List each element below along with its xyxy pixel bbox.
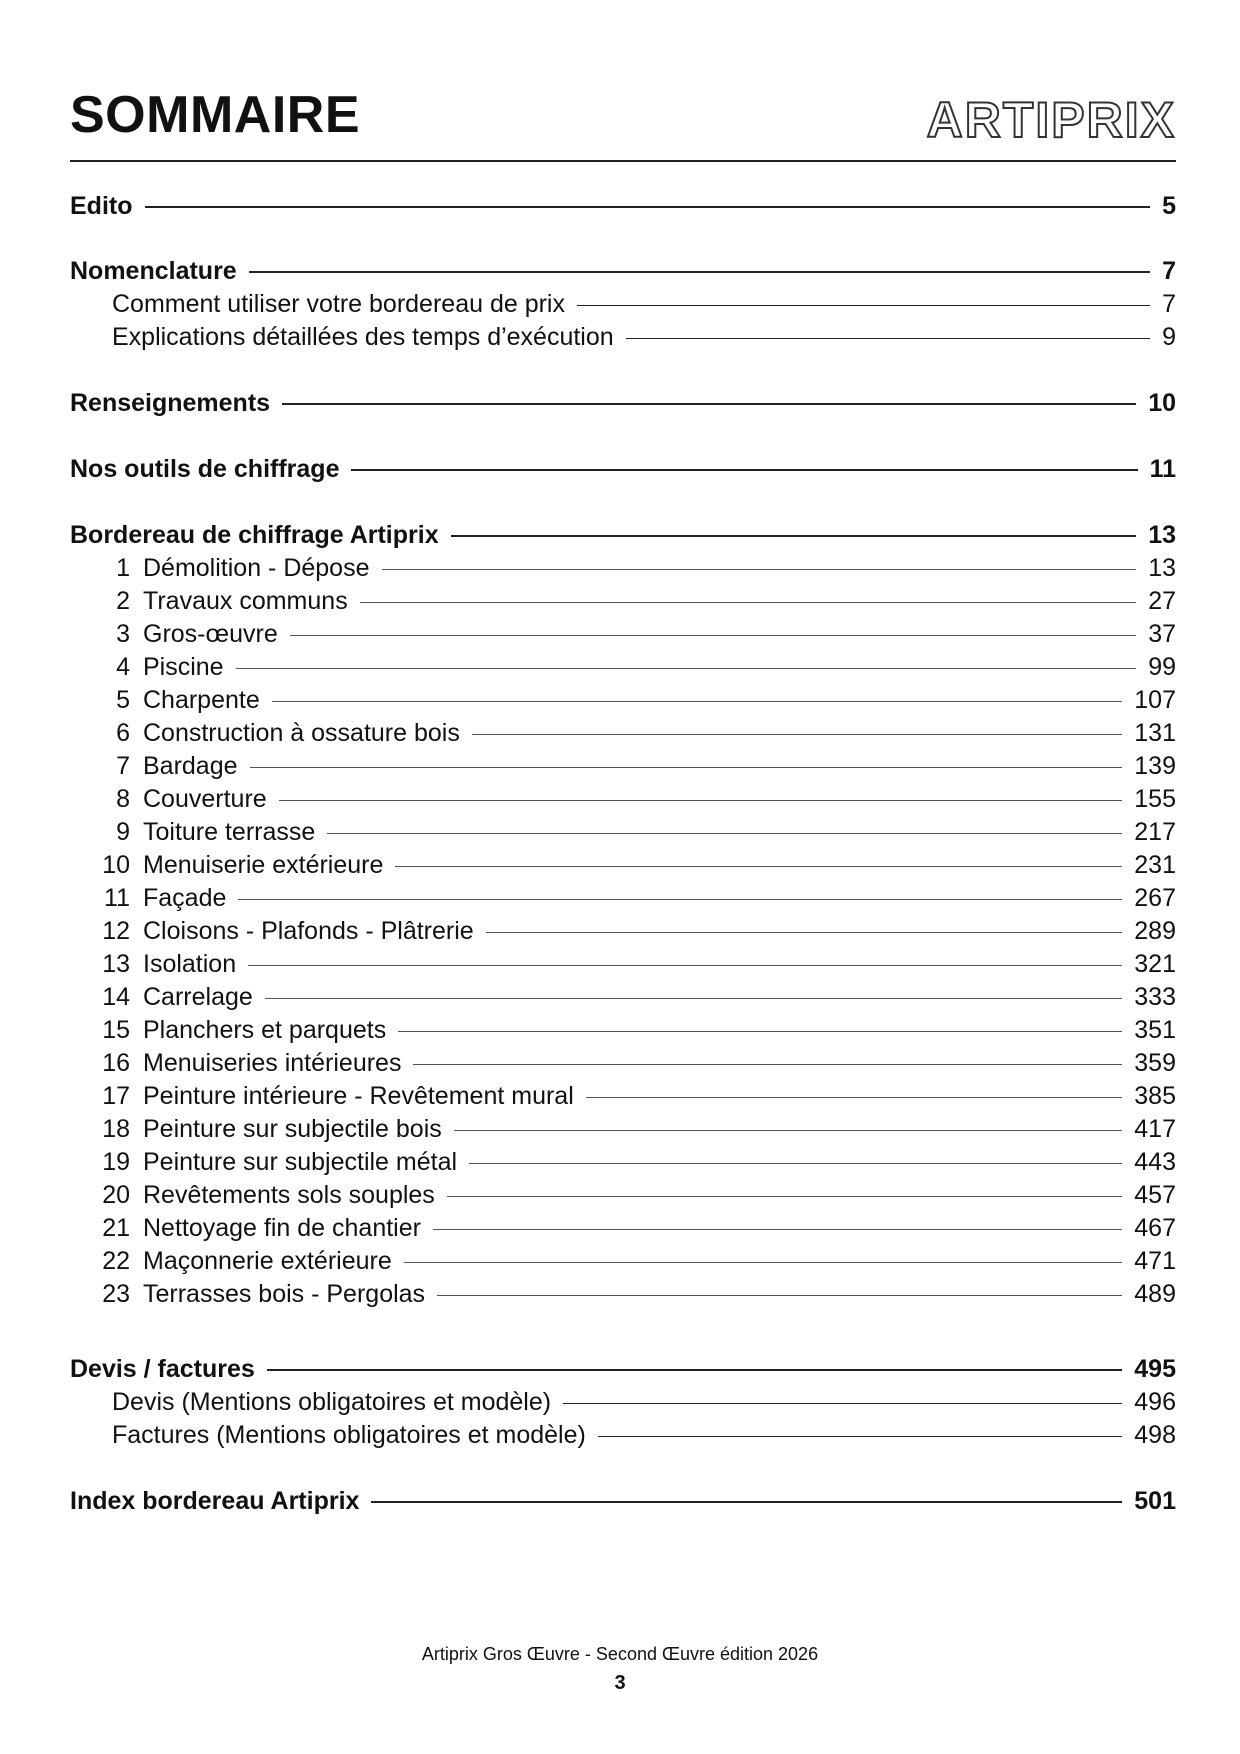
chapter-label: Terrasses bois - Pergolas <box>143 1280 426 1308</box>
chapter-number: 4 <box>116 653 130 681</box>
toc-chapter-title <box>70 617 278 651</box>
leader-line <box>282 403 1136 405</box>
toc-entry-label: Nos outils de chiffrage <box>70 455 340 483</box>
leader-line <box>577 305 1150 306</box>
chapter-page: 13 <box>1148 554 1176 582</box>
toc-chapter-entry[interactable] <box>70 1145 1176 1179</box>
chapter-number: 1 <box>116 554 130 582</box>
leader-line <box>238 899 1122 900</box>
leader-line <box>360 602 1137 603</box>
toc-chapter-title <box>70 1145 457 1179</box>
toc-chapter-title <box>70 947 236 981</box>
chapter-number: 3 <box>116 620 130 648</box>
toc-chapter-entry[interactable] <box>70 1211 1176 1245</box>
toc-subentry[interactable] <box>70 1418 1176 1452</box>
chapter-number: 21 <box>102 1214 130 1242</box>
chapter-number: 8 <box>116 785 130 813</box>
leader-line <box>290 635 1136 636</box>
chapter-page: 457 <box>1134 1181 1176 1209</box>
toc-entry-bordereau[interactable] <box>70 518 1176 552</box>
toc-chapter-title <box>70 1244 392 1278</box>
toc-chapter-title <box>70 749 238 783</box>
leader-line <box>145 206 1151 208</box>
chapter-label: Planchers et parquets <box>143 1016 387 1044</box>
toc-chapter-entry[interactable] <box>70 914 1176 948</box>
leader-line <box>563 1403 1122 1404</box>
toc-chapter-title <box>70 980 253 1014</box>
toc-chapter-entry[interactable] <box>70 1277 1176 1311</box>
chapter-label: Isolation <box>143 950 237 978</box>
toc-chapter-entry[interactable] <box>70 683 1176 717</box>
chapter-page: 443 <box>1134 1148 1176 1176</box>
chapter-label: Construction à ossature bois <box>143 719 460 747</box>
toc-chapter-title <box>70 1178 435 1212</box>
leader-line <box>236 668 1137 669</box>
toc-chapter-entry[interactable] <box>70 848 1176 882</box>
leader-line <box>472 734 1122 735</box>
leader-line <box>437 1295 1122 1296</box>
chapter-number: 12 <box>102 917 130 945</box>
toc-chapter-entry[interactable] <box>70 1079 1176 1113</box>
chapter-label: Gros-œuvre <box>143 620 278 648</box>
toc-chapter-entry[interactable] <box>70 551 1176 585</box>
toc-chapter-title <box>70 881 226 915</box>
chapter-page: 471 <box>1134 1247 1176 1275</box>
leader-line <box>267 1369 1122 1371</box>
chapter-number: 11 <box>104 884 130 912</box>
leader-line <box>272 701 1123 702</box>
toc-entry-page: 5 <box>1162 192 1176 220</box>
chapter-number: 10 <box>102 851 130 879</box>
chapter-page: 467 <box>1134 1214 1176 1242</box>
toc-chapter-entry[interactable] <box>70 1178 1176 1212</box>
chapter-label: Maçonnerie extérieure <box>143 1247 392 1275</box>
leader-line <box>250 767 1123 768</box>
leader-line <box>486 932 1123 933</box>
toc-entry-label: Renseignements <box>70 389 271 417</box>
chapter-page: 37 <box>1148 620 1176 648</box>
toc-chapter-entry[interactable] <box>70 1013 1176 1047</box>
chapter-label: Démolition - Dépose <box>143 554 370 582</box>
chapter-number: 14 <box>102 983 130 1011</box>
toc-chapter-entry[interactable] <box>70 650 1176 684</box>
toc-chapter-entry[interactable] <box>70 782 1176 816</box>
chapter-number: 6 <box>116 719 130 747</box>
toc-chapter-entry[interactable] <box>70 947 1176 981</box>
toc-subentry[interactable] <box>70 1385 1176 1419</box>
chapter-number: 2 <box>116 587 130 615</box>
toc-subentry[interactable] <box>70 287 1176 321</box>
toc-chapter-title <box>70 716 460 750</box>
brand-logo: ARTIPRIX <box>926 92 1176 148</box>
toc-entry-page: 13 <box>1148 521 1176 549</box>
chapter-page: 155 <box>1134 785 1176 813</box>
chapter-label: Revêtements sols souples <box>143 1181 435 1209</box>
leader-line <box>279 800 1123 801</box>
edition-text: Artiprix Gros Œuvre - Second Œuvre édition 2026 <box>421 1644 819 1664</box>
leader-line <box>404 1262 1123 1263</box>
toc-entry-page: 498 <box>1134 1421 1176 1449</box>
chapter-label: Couverture <box>143 785 267 813</box>
toc-entry-page: 501 <box>1134 1487 1176 1515</box>
chapter-page: 139 <box>1134 752 1176 780</box>
toc-subentry[interactable] <box>70 320 1176 354</box>
toc-entry-label: Edito <box>70 192 133 220</box>
toc-chapter-entry[interactable] <box>70 1046 1176 1080</box>
chapter-label: Charpente <box>143 686 260 714</box>
toc-chapter-title <box>70 1277 425 1311</box>
leader-line <box>265 998 1123 999</box>
leader-line <box>454 1130 1123 1131</box>
toc-chapter-title <box>70 848 383 882</box>
chapter-number: 13 <box>102 950 130 978</box>
chapter-page: 107 <box>1134 686 1176 714</box>
toc-chapter-title <box>70 914 474 948</box>
leader-line <box>395 866 1122 867</box>
toc-entry-label: Nomenclature <box>70 257 237 285</box>
leader-line <box>433 1229 1122 1230</box>
chapter-page: 321 <box>1134 950 1176 978</box>
chapter-label: Peinture sur subjectile bois <box>143 1115 442 1143</box>
toc-chapter-entry[interactable] <box>70 1244 1176 1278</box>
chapter-number: 15 <box>102 1016 130 1044</box>
chapter-page: 267 <box>1134 884 1176 912</box>
toc-entry-page: 7 <box>1162 290 1176 318</box>
toc-chapter-entry[interactable] <box>70 815 1176 849</box>
toc-entry-page: 9 <box>1162 323 1176 351</box>
toc-chapter-entry[interactable] <box>70 749 1176 783</box>
chapter-page: 489 <box>1134 1280 1176 1308</box>
chapter-page: 385 <box>1134 1082 1176 1110</box>
page-title: SOMMAIRE <box>70 86 360 144</box>
chapter-page: 131 <box>1134 719 1176 747</box>
leader-line <box>248 965 1122 966</box>
toc-entry-label: Factures (Mentions obligatoires et modèle) <box>112 1421 586 1449</box>
toc-entry-edito[interactable] <box>70 189 1176 223</box>
toc-chapter-title <box>70 1112 442 1146</box>
chapter-page: 99 <box>1148 653 1176 681</box>
chapter-page: 231 <box>1134 851 1176 879</box>
chapter-page: 351 <box>1134 1016 1176 1044</box>
chapter-label: Piscine <box>143 653 224 681</box>
toc-chapter-title <box>70 1079 574 1113</box>
chapter-number: 20 <box>102 1181 130 1209</box>
toc-chapter-entry[interactable] <box>70 1112 1176 1146</box>
chapter-number: 23 <box>102 1280 130 1308</box>
toc-chapter-title <box>70 815 315 849</box>
chapter-number: 22 <box>102 1247 130 1275</box>
toc-chapter-entry[interactable] <box>70 617 1176 651</box>
toc-entry-label: Bordereau de chiffrage Artiprix <box>70 521 439 549</box>
leader-line <box>447 1196 1122 1197</box>
chapter-label: Travaux communs <box>143 587 348 615</box>
toc-entry-page: 495 <box>1134 1355 1176 1383</box>
toc-entry-page: 7 <box>1162 257 1176 285</box>
toc-entry-page: 496 <box>1134 1388 1176 1416</box>
leader-line <box>469 1163 1122 1164</box>
chapter-number: 18 <box>102 1115 130 1143</box>
leader-line <box>598 1436 1122 1437</box>
header-divider <box>70 160 1176 162</box>
leader-line <box>249 271 1150 273</box>
chapter-number: 9 <box>116 818 130 846</box>
toc-entry-devis[interactable] <box>70 1352 1176 1386</box>
leader-line <box>586 1097 1123 1098</box>
chapter-page: 289 <box>1134 917 1176 945</box>
chapter-label: Peinture sur subjectile métal <box>143 1148 458 1176</box>
toc-chapter-title <box>70 782 267 816</box>
toc-chapter-title <box>70 1211 421 1245</box>
toc-chapter-entry[interactable] <box>70 980 1176 1014</box>
leader-line <box>451 535 1137 537</box>
toc-entry-label: Index bordereau Artiprix <box>70 1487 360 1515</box>
chapter-page: 359 <box>1134 1049 1176 1077</box>
toc-chapter-title <box>70 1013 386 1047</box>
chapter-label: Façade <box>143 884 227 912</box>
toc-chapter-title <box>70 650 224 684</box>
chapter-number: 19 <box>102 1148 130 1176</box>
toc-entry-label: Explications détaillées des temps d’exécution <box>112 323 614 351</box>
chapter-page: 333 <box>1134 983 1176 1011</box>
chapter-label: Toiture terrasse <box>143 818 316 846</box>
chapter-number: 17 <box>102 1082 130 1110</box>
chapter-number: 7 <box>116 752 130 780</box>
toc-entry-outils[interactable] <box>70 452 1176 486</box>
chapter-label: Cloisons - Plafonds - Plâtrerie <box>143 917 474 945</box>
toc-entry-index[interactable] <box>70 1484 1176 1518</box>
toc-entry-label: Comment utiliser votre bordereau de prix <box>112 290 565 318</box>
toc-entry-page: 10 <box>1148 389 1176 417</box>
leader-line <box>371 1501 1122 1503</box>
chapter-label: Menuiserie extérieure <box>143 851 384 879</box>
leader-line <box>351 469 1137 471</box>
chapter-page: 417 <box>1134 1115 1176 1143</box>
leader-line <box>398 1031 1122 1032</box>
chapter-label: Bardage <box>143 752 238 780</box>
leader-line <box>413 1064 1122 1065</box>
chapter-label: Peinture intérieure - Revêtement mural <box>143 1082 574 1110</box>
toc-chapter-title <box>70 683 260 717</box>
chapter-page: 217 <box>1134 818 1176 846</box>
toc-entry-label: Devis / factures <box>70 1355 255 1383</box>
chapter-label: Menuiseries intérieures <box>143 1049 402 1077</box>
toc-chapter-entry[interactable] <box>70 584 1176 618</box>
chapter-number: 5 <box>116 686 130 714</box>
toc-entry-label: Devis (Mentions obligatoires et modèle) <box>112 1388 552 1416</box>
toc-chapter-entry[interactable] <box>70 716 1176 750</box>
toc-chapter-title <box>70 584 348 618</box>
leader-line <box>327 833 1122 834</box>
chapter-label: Nettoyage fin de chantier <box>143 1214 421 1242</box>
toc-entry-renseignements[interactable] <box>70 386 1176 420</box>
leader-line <box>626 338 1150 339</box>
chapter-number: 16 <box>102 1049 130 1077</box>
chapter-page: 27 <box>1148 587 1176 615</box>
chapter-label: Carrelage <box>143 983 253 1011</box>
toc-chapter-title <box>70 1046 401 1080</box>
page-header <box>70 85 1176 165</box>
toc-chapter-title <box>70 551 370 585</box>
leader-line <box>382 569 1137 570</box>
toc-chapter-entry[interactable] <box>70 881 1176 915</box>
toc-entry-nomenclature[interactable] <box>70 254 1176 288</box>
page-number: 3 <box>614 1672 626 1694</box>
toc-entry-page: 11 <box>1149 455 1176 483</box>
